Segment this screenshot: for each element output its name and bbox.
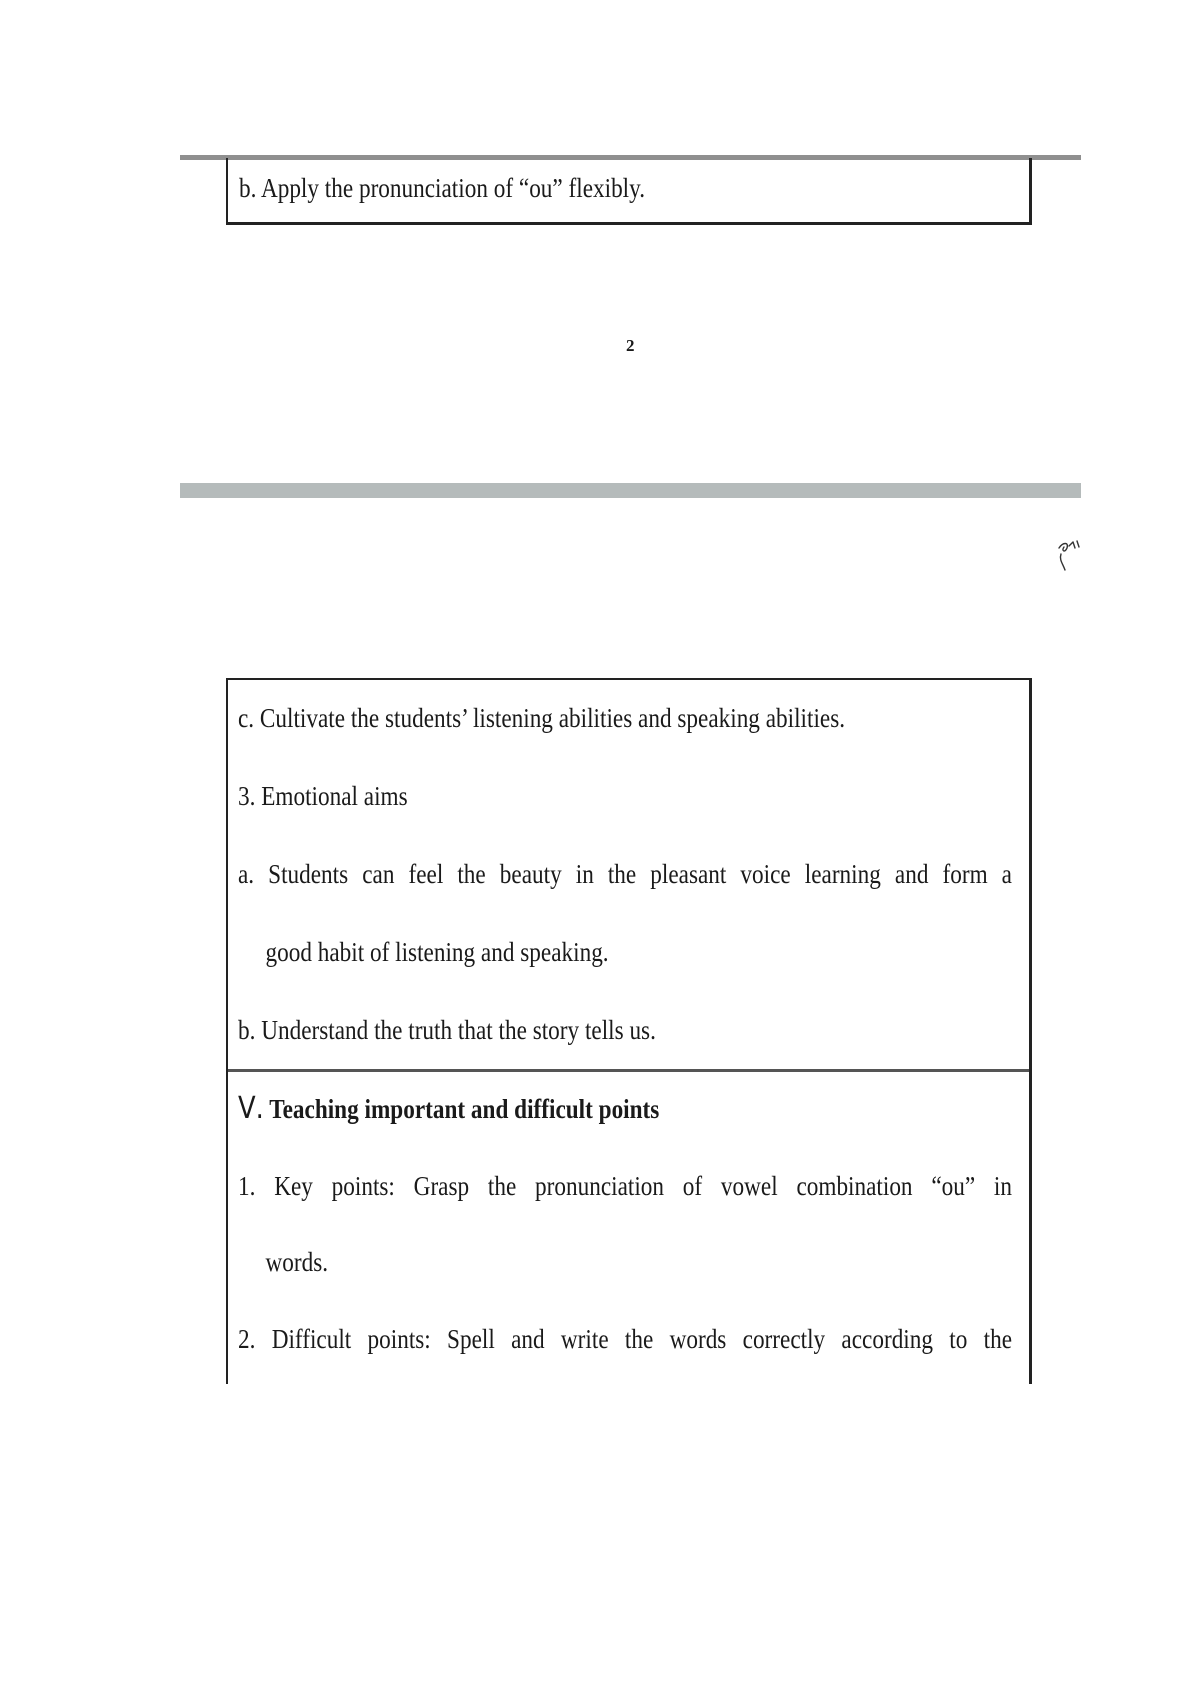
key-points-line1: 1. Key points: Grasp the pronunciation of vowel combination “ou” in [238,1171,1012,1201]
handwritten-mark-icon [1055,538,1085,578]
page-number: 2 [626,336,635,355]
section-v-heading [238,1093,659,1125]
section-v-numeral: Ⅴ. [238,1091,264,1126]
emotional-aim-a-line2: good habit of listening and speaking. [265,937,609,967]
difficult-points-line1: 2. Difficult points: Spell and write the words correctly according to the [238,1324,1012,1354]
aim-item-b-pronunciation: b. Apply the pronunciation of “ou” flexibly. [239,173,646,203]
aim-item-c-listening: c. Cultivate the students’ listening abilities and speaking abilities. [238,703,846,733]
page-break-band [180,483,1081,498]
table-row-divider [228,1069,1029,1072]
emotional-aim-b: b. Understand the truth that the story tells us. [238,1015,656,1045]
section-v-title: Teaching important and difficult points [263,1094,660,1124]
emotional-aim-a-line1: a. Students can feel the beauty in the pleasant voice learning and form a [238,859,1012,889]
emotional-aims-heading: 3. Emotional aims [238,781,408,811]
key-points-line2: words. [265,1247,329,1277]
objectives-table [226,678,1032,1384]
table-fragment-previous-page [226,158,1032,225]
